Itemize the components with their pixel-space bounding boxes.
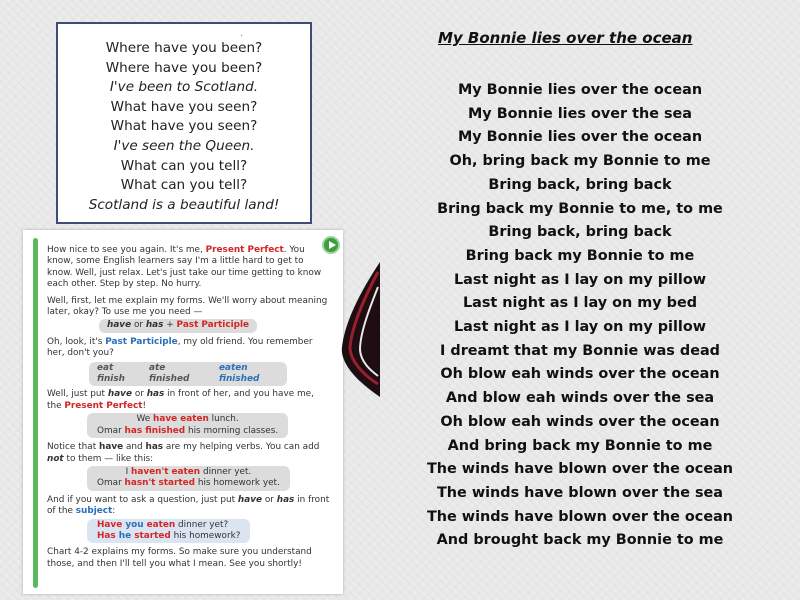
song-lyrics	[390, 79, 770, 553]
play-icon[interactable]	[322, 236, 340, 254]
paragraph-closing: Chart 4-2 explains my forms. So make sure you understand those, and then I'll tell you what I mean. See you shortly!	[47, 547, 312, 569]
song-line: Bring back my Bonnie to me, to me	[437, 200, 723, 217]
example-negative: I haven't eaten dinner yet. Omar hasn't started his homework yet.	[87, 466, 290, 491]
paragraph-intro: How nice to see you again. It's me, Present Perfect. You know, some English learners say I'm a little hard to get to know. Well, just relax. Let's just take our time getting to know each other. Step by step. No hurry.	[47, 245, 322, 290]
poem-line: Where have you been?	[105, 40, 263, 56]
example-affirmative: We have eaten lunch. Omar has finished his morning classes.	[87, 413, 288, 438]
song-line: Oh blow eah winds over the ocean	[440, 413, 720, 430]
green-side-bar	[33, 238, 38, 588]
song-line: Last night as I lay on my pillow	[454, 319, 706, 336]
paragraph-past-participle: Oh, look, it's Past Participle, my old friend. You remember her, don't you?	[47, 336, 313, 359]
decorative-shape	[340, 262, 380, 402]
paragraph-put-have: Well, just put have or has in front of her, and you have me, the Present Perfect!	[47, 389, 314, 411]
song-line: Bring back my Bonnie to me	[465, 247, 695, 264]
song-line: Bring back, bring back	[488, 224, 672, 241]
song-line: My Bonnie lies over the sea	[467, 105, 693, 122]
song-line: Last night as I lay on my pillow	[454, 271, 706, 288]
song-line: My Bonnie lies over the ocean	[457, 129, 703, 146]
paragraph-helping-verbs: Notice that have and has are my helping verbs. You can add not to them — like this:	[47, 442, 320, 464]
term-present-perfect: Present Perfect	[205, 245, 284, 255]
song-line: I dreamt that my Bonnie was dead	[440, 342, 720, 359]
poem-line: What have you seen?	[110, 98, 258, 115]
song-line: And bring back my Bonnie to me	[447, 437, 713, 454]
formula-pill: have or has + Past Participle	[99, 319, 257, 332]
song-line: The winds have blown over the sea	[436, 484, 724, 501]
song-line: And brought back my Bonnie to me	[436, 532, 724, 549]
example-question: Have you eaten dinner yet? Has he started his homework?	[87, 519, 250, 544]
song-line: Oh, bring back my Bonnie to me	[449, 153, 711, 170]
song-line: Oh blow eah winds over the ocean	[440, 366, 720, 383]
verb-forms-table: eat ate eaten finish finished finished	[89, 362, 287, 387]
song-line: And blow eah winds over the sea	[445, 390, 715, 407]
paragraph-question: And if you want to ask a question, just put have or has in front of the subject:	[47, 494, 330, 517]
poem-line: Scotland is a beautiful land!	[88, 196, 280, 213]
poem-line: What can you tell?	[120, 177, 248, 194]
paragraph-forms: Well, first, let me explain my forms. We'll worry about meaning later, okay? To use me you need —	[47, 295, 328, 318]
poem-line: What have you seen?	[110, 118, 258, 135]
song-line: My Bonnie lies over the ocean	[457, 82, 703, 98]
textbook-content	[47, 245, 330, 575]
poem-line: Where have you been?	[105, 59, 263, 76]
song-line: The winds have blown over the ocean	[426, 461, 734, 478]
poem-line: I've seen the Queen.	[113, 137, 255, 154]
poem-box	[56, 22, 312, 224]
poem-line: What can you tell?	[120, 157, 248, 174]
stray-mark: .	[240, 28, 244, 39]
textbook-page	[23, 230, 343, 594]
poem-line: I've been to Scotland.	[109, 79, 259, 96]
song-line: Last night as I lay on my bed	[462, 295, 698, 312]
song-line: The winds have blown over the ocean	[426, 508, 734, 525]
play-triangle	[329, 241, 336, 249]
song-title: My Bonnie lies over the ocean	[438, 29, 693, 47]
poem-lines	[58, 39, 310, 215]
song-line: Bring back, bring back	[488, 176, 672, 193]
